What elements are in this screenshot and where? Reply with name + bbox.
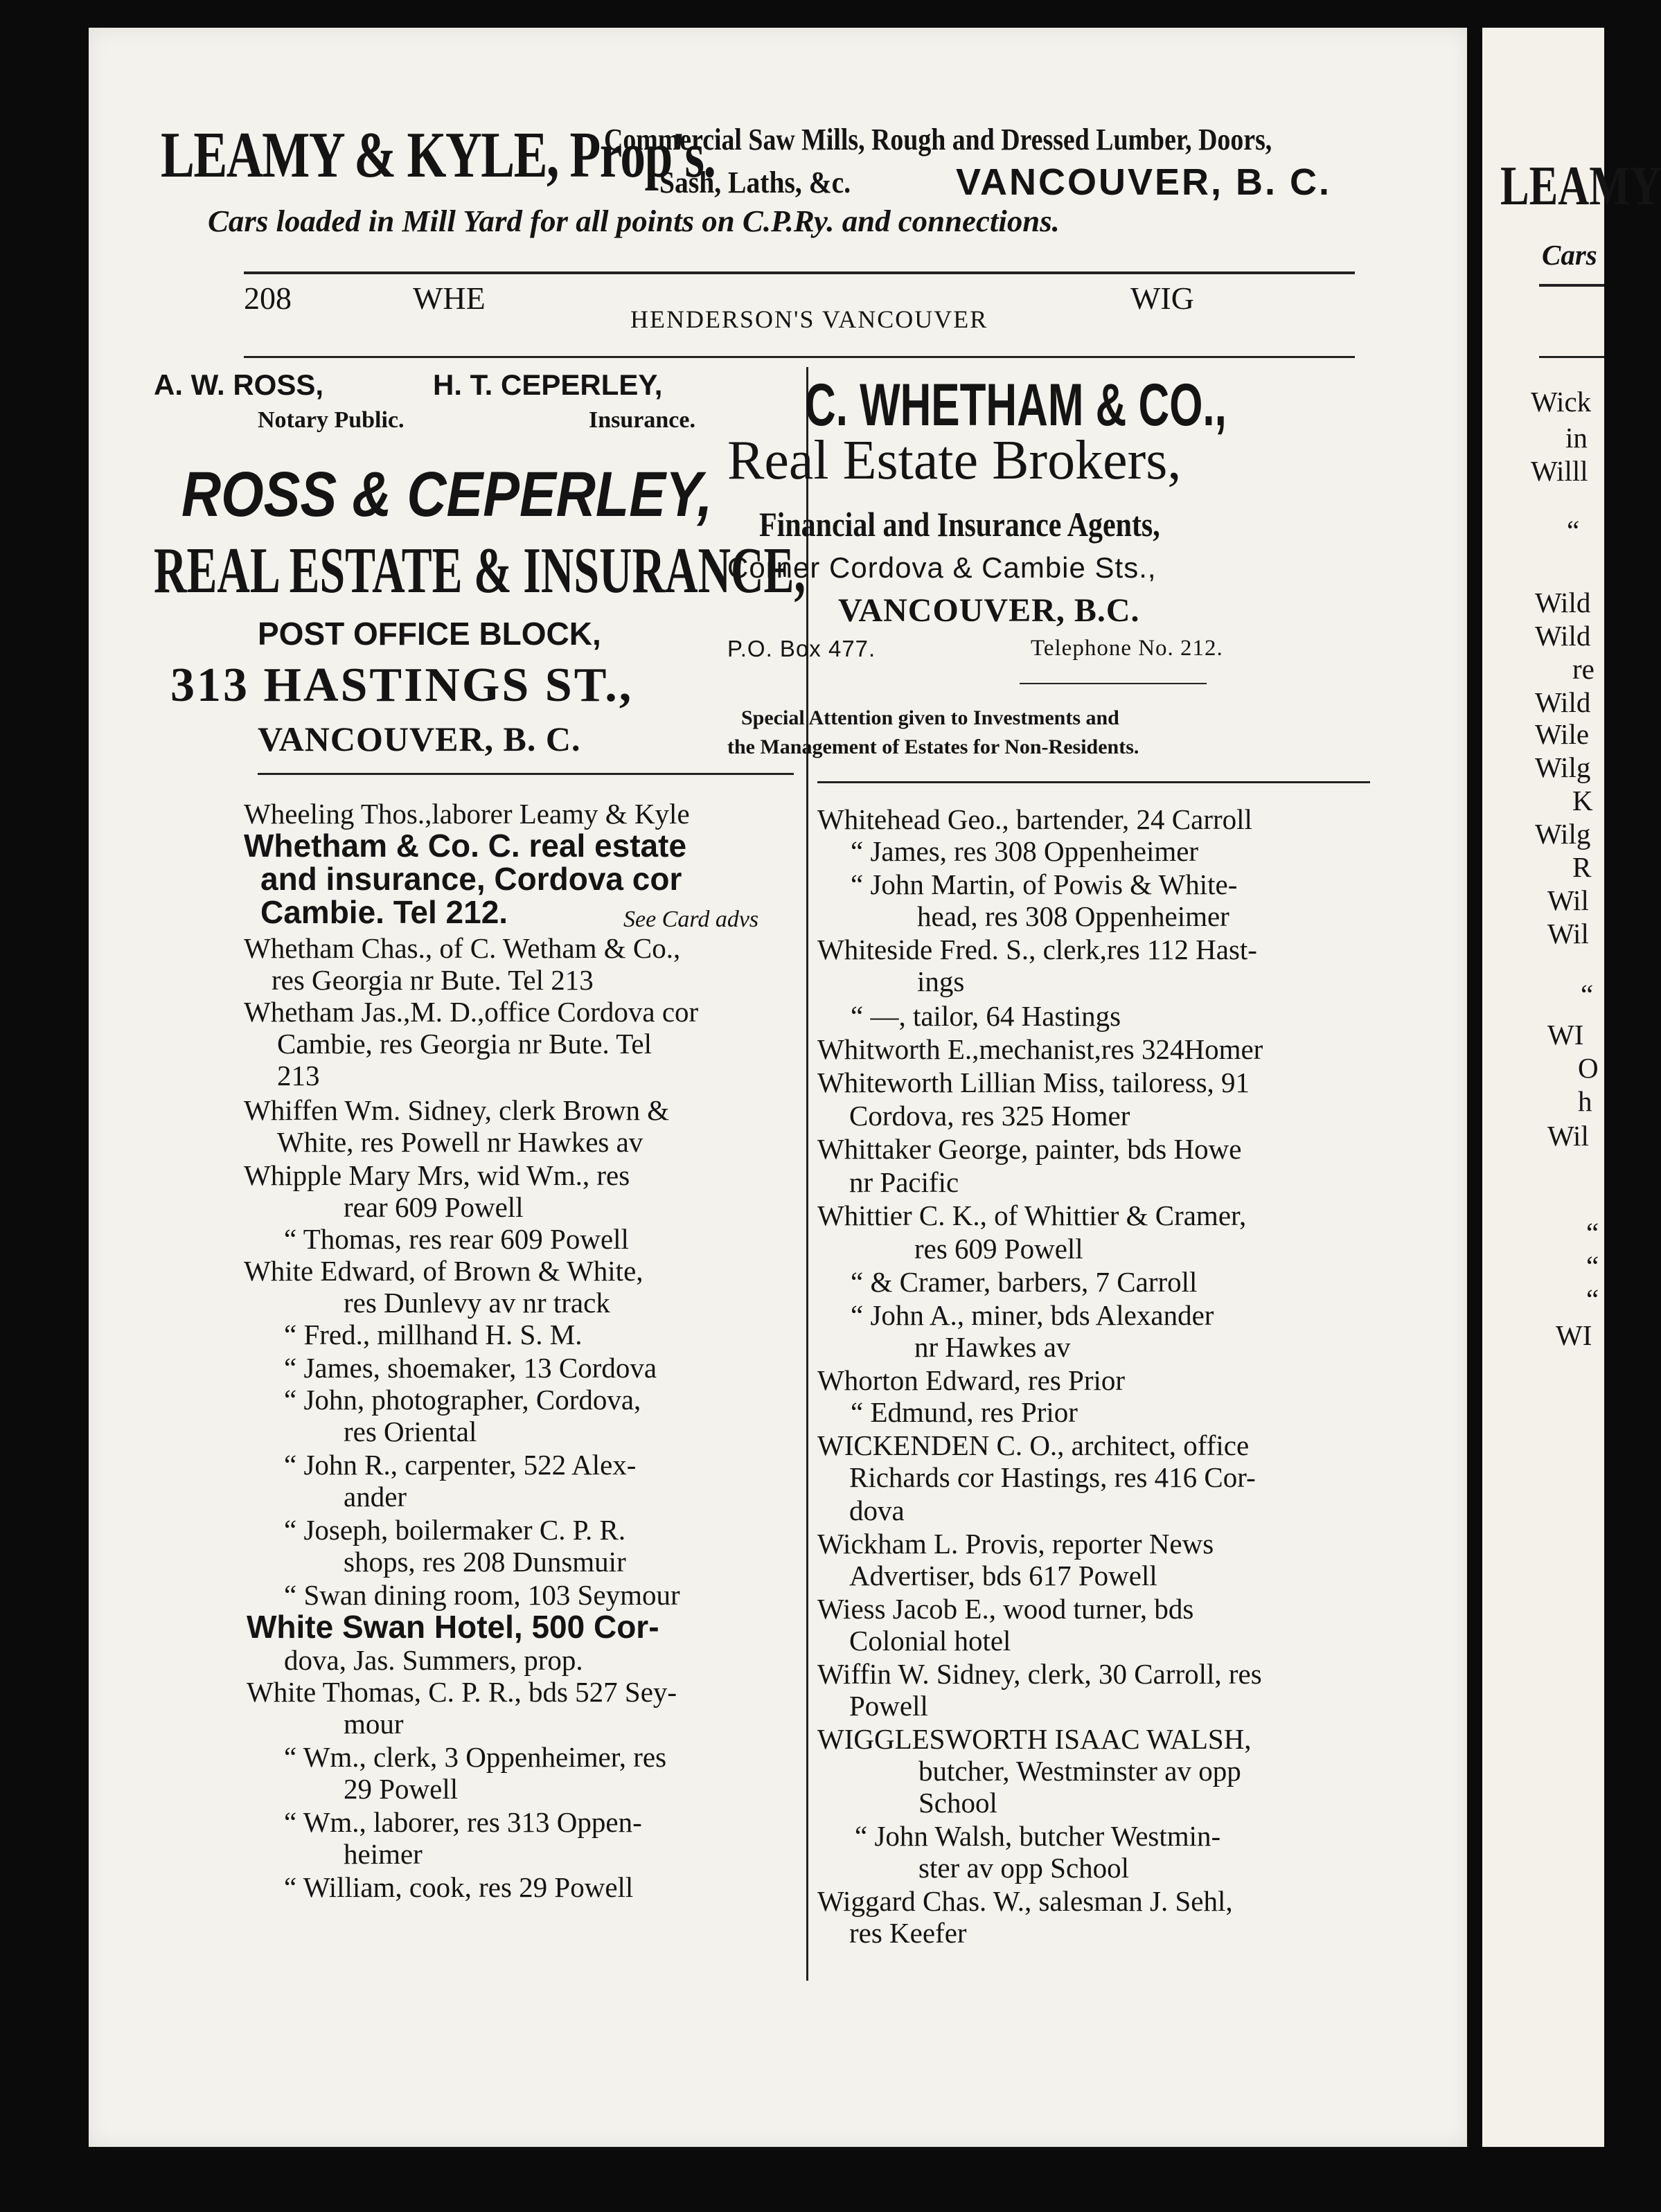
next-page-fragment: K [1572, 785, 1593, 817]
listing-line: Whetham Chas., of C. Wetham & Co., [244, 932, 681, 964]
listing-line: Whitehead Geo., bartender, 24 Carroll [817, 803, 1252, 835]
next-page-fragment: Willl [1531, 455, 1588, 487]
listing-line-bold: White Swan Hotel, 500 Cor- [247, 1609, 659, 1645]
listing-line: White Thomas, C. P. R., bds 527 Sey- [247, 1676, 677, 1708]
listing-line: res Dunlevy av nr track [344, 1287, 610, 1319]
next-page-fragment: “ [1581, 979, 1594, 1010]
listing-line: dova, Jas. Summers, prop. [284, 1644, 583, 1676]
ad-partner-1-role: Notary Public. [258, 407, 405, 433]
next-page-fragment: Wilg [1535, 751, 1591, 783]
next-page-fragment: WI [1547, 1019, 1584, 1051]
right-guide-word: WIG [1130, 280, 1194, 316]
listing-line: nr Pacific [849, 1166, 959, 1198]
listing-line: Whiteside Fred. S., clerk,res 112 Hast- [817, 934, 1257, 965]
listing-line: “ Swan dining room, 103 Seymour [284, 1579, 680, 1611]
ad-corner: Corner Cordova & Cambie Sts., [727, 551, 1157, 584]
advert-products-line-2: Sash, Laths, &c. [659, 166, 851, 199]
listing-line: “ John, photographer, Cordova, [284, 1384, 641, 1416]
next-page-fragment: h [1578, 1085, 1592, 1117]
ad-special-line-2: the Management of Estates for Non-Residents. [727, 735, 1139, 758]
next-page-fragment: Wild [1535, 587, 1591, 618]
listing-line: ander [344, 1481, 407, 1513]
ad-telephone: Telephone No. 212. [1031, 636, 1223, 661]
ad-block: POST OFFICE BLOCK, [258, 616, 601, 652]
next-page-fragment: Wild [1535, 686, 1591, 718]
listing-line: Wiess Jacob E., wood turner, bds [817, 1593, 1194, 1625]
listing-line: Whittier C. K., of Whittier & Cramer, [817, 1199, 1247, 1231]
ad-business: REAL ESTATE & INSURANCE, [154, 535, 806, 607]
advert-cars-line: Cars loaded in Mill Yard for all points on C.P.Ry. and connections. [208, 204, 1060, 238]
listing-line: Whiffen Wm. Sidney, clerk Brown & [244, 1094, 670, 1126]
listing-line: res Keefer [849, 1917, 967, 1949]
listing-line: “ Wm., clerk, 3 Oppenheimer, res [284, 1741, 667, 1773]
next-page-fragment: re [1572, 653, 1595, 685]
next-page-rule [1539, 284, 1604, 287]
ad-firm-name-right: C. WHETHAM & CO., [805, 372, 1227, 438]
ad-agents: Financial and Insurance Agents, [759, 505, 1160, 544]
next-page-fragment: Wil [1547, 1120, 1589, 1152]
listing-line: heimer [344, 1838, 423, 1870]
listing-line: Wiggard Chas. W., salesman J. Sehl, [817, 1885, 1233, 1917]
listing-line-bold: and insurance, Cordova cor [260, 861, 682, 897]
listing-line: “ John Martin, of Powis & White- [851, 868, 1238, 900]
listing-line: “ Wm., laborer, res 313 Oppen- [284, 1806, 642, 1838]
listing-line: WICKENDEN C. O., architect, office [817, 1429, 1250, 1461]
listing-line: “ Joseph, boilermaker C. P. R. [284, 1514, 626, 1546]
listing-line: White, res Powell nr Hawkes av [277, 1126, 643, 1158]
listing-line: 213 [277, 1060, 320, 1091]
see-card-note: See Card advs [623, 907, 759, 932]
listing-line: “ Thomas, res rear 609 Powell [284, 1223, 629, 1255]
ad-partner-2-role: Insurance. [589, 407, 695, 433]
listing-line: Advertiser, bds 617 Powell [849, 1560, 1157, 1591]
left-guide-word: WHE [413, 280, 486, 316]
listing-line: Cordova, res 325 Homer [849, 1100, 1130, 1132]
page-number: 208 [244, 280, 292, 316]
ad-firm-name: ROSS & CEPERLEY, [181, 459, 713, 530]
next-page-fragment: in [1565, 422, 1588, 454]
next-page-fragment: Cars [1542, 239, 1597, 271]
listing-line: School [918, 1787, 997, 1819]
next-page-fragment: Wile [1535, 718, 1590, 750]
next-page-rule-2 [1539, 356, 1604, 358]
listing-line: “ James, shoemaker, 13 Cordova [284, 1352, 657, 1384]
listing-line: butcher, Westminster av opp [918, 1755, 1241, 1787]
listing-line: mour [344, 1708, 404, 1740]
listing-line: Whiteworth Lillian Miss, tailoress, 91 [817, 1067, 1250, 1098]
listing-line: Wiffin W. Sidney, clerk, 30 Carroll, res [817, 1658, 1262, 1690]
column-divider [806, 367, 808, 1981]
next-page-fragment: “ [1567, 515, 1580, 546]
listing-line: “ James, res 308 Oppenheimer [851, 835, 1199, 867]
listing-line: ster av opp School [918, 1852, 1130, 1884]
listing-line: Wickham L. Provis, reporter News [817, 1528, 1214, 1560]
next-page-fragment: Wild [1535, 620, 1591, 652]
listing-line: rear 609 Powell [344, 1191, 524, 1223]
listing-line: “ John A., miner, bds Alexander [851, 1299, 1214, 1331]
listing-line: “ John Walsh, butcher Westmin- [855, 1820, 1221, 1852]
listing-line: Colonial hotel [849, 1625, 1011, 1657]
next-page-fragment: R [1572, 851, 1592, 883]
listing-line: Whetham Jas.,M. D.,office Cordova cor [244, 996, 699, 1028]
listing-line: “ William, cook, res 29 Powell [284, 1871, 634, 1903]
next-page-advert-fragment: LEAMY [1500, 156, 1661, 217]
listing-line: Whorton Edward, res Prior [817, 1364, 1126, 1396]
ad-partner-1: A. W. ROSS, [154, 368, 324, 401]
listing-line: Whittaker George, painter, bds Howe [817, 1133, 1242, 1165]
header-rule-top [244, 271, 1355, 274]
listing-line: White Edward, of Brown & White, [244, 1255, 643, 1287]
next-page-fragment: O [1578, 1052, 1599, 1084]
listing-line: “ & Cramer, barbers, 7 Carroll [851, 1266, 1198, 1298]
next-page-fragment: “ [1586, 1217, 1599, 1249]
next-page-fragment: WI [1556, 1319, 1592, 1351]
listing-line: dova [849, 1495, 905, 1526]
ad-city: VANCOUVER, B. C. [258, 720, 581, 758]
next-page-fragment: Wil [1547, 918, 1589, 949]
ad-special-line-1: Special Attention given to Investments and [741, 706, 1119, 729]
listing-line: head, res 308 Oppenheimer [917, 900, 1229, 932]
next-page-fragment: Wilg [1535, 818, 1591, 850]
ad-street: 313 HASTINGS ST., [170, 659, 634, 712]
listing-line: nr Hawkes av [914, 1331, 1071, 1363]
listing-line: res Georgia nr Bute. Tel 213 [272, 964, 594, 996]
listing-line: WIGGLESWORTH ISAAC WALSH, [817, 1723, 1252, 1755]
listing-line: Cambie, res Georgia nr Bute. Tel [277, 1028, 652, 1060]
header-rule-bottom [244, 356, 1355, 358]
left-ad-rule [258, 773, 794, 775]
next-page-fragment: Wil [1547, 884, 1589, 916]
listing-line: res Oriental [344, 1416, 477, 1447]
listing-line: Powell [849, 1690, 928, 1722]
listing-line-bold: Whetham & Co. C. real estate [244, 828, 687, 864]
advert-products-line: Commercial Saw Mills, Rough and Dressed Lumber, Doors, [604, 123, 1272, 157]
ad-business-right: Real Estate Brokers, [727, 430, 1182, 491]
listing-line: ings [917, 965, 965, 997]
listing-line: Wheeling Thos.,laborer Leamy & Kyle [244, 798, 690, 830]
listing-line: “ John R., carpenter, 522 Alex- [284, 1449, 637, 1481]
listing-line: Whipple Mary Mrs, wid Wm., res [244, 1159, 630, 1191]
listing-line: Richards cor Hastings, res 416 Cor- [849, 1461, 1256, 1493]
listing-line-bold: Cambie. Tel 212. [260, 894, 508, 930]
listing-line: Whitworth E.,mechanist,res 324Homer [817, 1033, 1263, 1065]
listing-line: “ Edmund, res Prior [851, 1396, 1078, 1428]
right-ad-short-rule [1020, 683, 1207, 684]
next-page-fragment: “ [1586, 1250, 1599, 1282]
next-page-fragment: “ [1586, 1283, 1599, 1315]
listing-line: shops, res 208 Dunsmuir [344, 1546, 626, 1578]
listing-line: “ —, tailor, 64 Hastings [851, 1000, 1121, 1032]
ad-po-box: P.O. Box 477. [727, 636, 876, 661]
ad-city-right: VANCOUVER, B.C. [838, 592, 1140, 629]
directory-title: HENDERSON'S VANCOUVER [630, 305, 988, 333]
advert-proprietor-name: LEAMY & KYLE, Prop's. [161, 119, 716, 191]
next-page-fragment: Wick [1531, 386, 1592, 418]
advert-city: VANCOUVER, B. C. [956, 161, 1332, 203]
listing-line: 29 Powell [344, 1773, 459, 1805]
listing-line: “ Fred., millhand H. S. M. [284, 1319, 583, 1350]
ad-partner-2: H. T. CEPERLEY, [433, 368, 663, 401]
right-ad-rule [817, 781, 1370, 783]
listing-line: res 609 Powell [914, 1233, 1083, 1265]
